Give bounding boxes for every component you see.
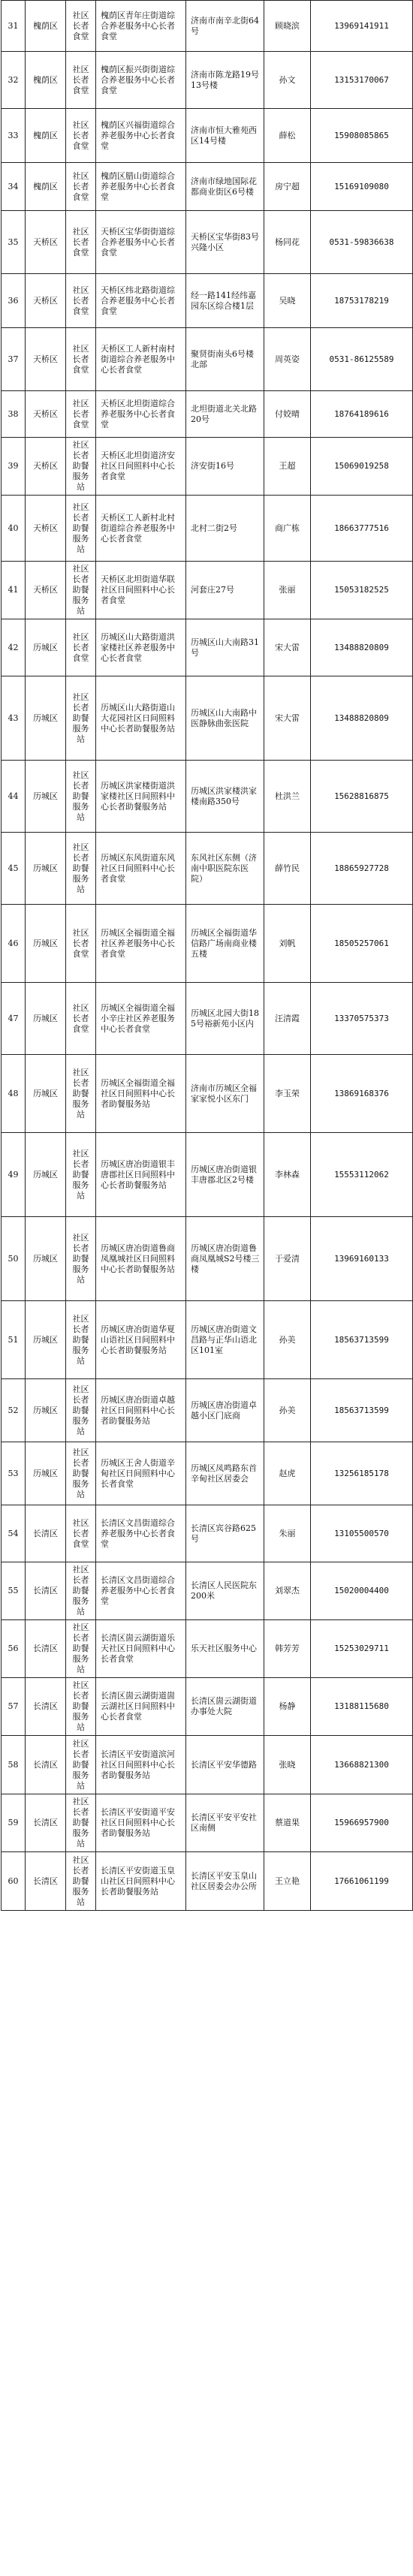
facility-name-cell: 历城区唐冶街道银丰唐郡社区日间照料中心长者助餐服务站 <box>96 1133 186 1217</box>
table-row <box>2 1301 413 1379</box>
district-cell: 长清区 <box>26 1794 66 1852</box>
phone-cell: 13869168376 <box>311 1055 413 1133</box>
table-row <box>2 1505 413 1562</box>
address-cell: 长清区平安华德路 <box>186 1736 264 1794</box>
address-cell: 历城区山大南路中医静脉曲张医院 <box>186 676 264 761</box>
facility-type-cell: 社区长者食堂 <box>66 52 96 109</box>
phone-cell: 13370575373 <box>311 983 413 1055</box>
contact-person-cell: 杨静 <box>264 1678 311 1736</box>
row-number: 44 <box>2 761 26 833</box>
phone-cell: 13256185178 <box>311 1442 413 1505</box>
contact-person-cell: 顾晓滨 <box>264 1 311 52</box>
contact-person-cell: 蔡道果 <box>264 1794 311 1852</box>
address-cell: 河套庄27号 <box>186 562 264 619</box>
facility-name-cell: 长清区文昌街道综合养老服务中心长者食堂 <box>96 1505 186 1562</box>
contact-person-cell: 于爱清 <box>264 1217 311 1301</box>
table-row <box>2 1 413 52</box>
table-row <box>2 496 413 562</box>
contact-person-cell: 吴晓 <box>264 274 311 328</box>
facility-type-cell: 社区长者食堂 <box>66 328 96 391</box>
table-row <box>2 211 413 274</box>
facility-name-cell: 历城区东风街道东风社区日间照料中心长者食堂 <box>96 833 186 905</box>
facility-name-cell: 天桥区工人新村北村街道综合养老服务中心长者食堂 <box>96 496 186 562</box>
phone-cell: 15253029711 <box>311 1620 413 1678</box>
facility-type-cell: 社区长者食堂 <box>66 619 96 676</box>
table-row <box>2 619 413 676</box>
table-row <box>2 1562 413 1620</box>
phone-cell: 15169109080 <box>311 163 413 211</box>
row-number: 36 <box>2 274 26 328</box>
table-row <box>2 1620 413 1678</box>
phone-cell: 15053182525 <box>311 562 413 619</box>
row-number: 39 <box>2 438 26 496</box>
row-number: 46 <box>2 905 26 983</box>
address-cell: 济南市绿地国际花都商业街区6号楼 <box>186 163 264 211</box>
phone-cell: 0531-59836638 <box>311 211 413 274</box>
phone-cell: 13668821300 <box>311 1736 413 1794</box>
address-cell: 历城区全福街道华信路广场南商业楼五楼 <box>186 905 264 983</box>
phone-cell: 15628816875 <box>311 761 413 833</box>
row-number: 54 <box>2 1505 26 1562</box>
facility-name-cell: 长清区文昌街道综合养老服务中心长者食堂 <box>96 1562 186 1620</box>
address-cell: 济安街16号 <box>186 438 264 496</box>
phone-cell: 15553112062 <box>311 1133 413 1217</box>
facility-type-cell: 社区长者助餐服务站 <box>66 1562 96 1620</box>
facility-name-cell: 天桥区北坦街道华联社区日间照料中心长者食堂 <box>96 562 186 619</box>
contact-person-cell: 商广栋 <box>264 496 311 562</box>
table-row <box>2 274 413 328</box>
district-cell: 历城区 <box>26 1217 66 1301</box>
address-cell: 北村二街2号 <box>186 496 264 562</box>
row-number: 51 <box>2 1301 26 1379</box>
row-number: 55 <box>2 1562 26 1620</box>
address-cell: 乐天社区服务中心 <box>186 1620 264 1678</box>
row-number: 52 <box>2 1379 26 1442</box>
facility-type-cell: 社区长者助餐服务站 <box>66 496 96 562</box>
table-row <box>2 1678 413 1736</box>
facility-type-cell: 社区长者助餐服务站 <box>66 1133 96 1217</box>
facility-type-cell: 社区长者助餐服务站 <box>66 438 96 496</box>
contact-person-cell: 杨同花 <box>264 211 311 274</box>
address-cell: 长清区人民医院东200米 <box>186 1562 264 1620</box>
address-cell: 长清区崮云湖街道办事处大院 <box>186 1678 264 1736</box>
address-cell: 历城区唐冶街道文昌路与正华山语北区101室 <box>186 1301 264 1379</box>
contact-person-cell: 汪清霞 <box>264 983 311 1055</box>
row-number: 35 <box>2 211 26 274</box>
phone-cell: 18663777516 <box>311 496 413 562</box>
phone-cell: 15966957900 <box>311 1794 413 1852</box>
table-row <box>2 1794 413 1852</box>
contact-person-cell: 杜洪兰 <box>264 761 311 833</box>
phone-cell: 13488820809 <box>311 619 413 676</box>
facility-name-cell: 长清区平安街道玉皇山社区日间照料中心长者助餐服务站 <box>96 1852 186 1911</box>
table-row <box>2 905 413 983</box>
row-number: 50 <box>2 1217 26 1301</box>
phone-cell: 18865927728 <box>311 833 413 905</box>
district-cell: 历城区 <box>26 905 66 983</box>
contact-person-cell: 刘翠杰 <box>264 1562 311 1620</box>
row-number: 34 <box>2 163 26 211</box>
facility-type-cell: 社区长者助餐服务站 <box>66 1794 96 1852</box>
district-cell: 槐荫区 <box>26 163 66 211</box>
facility-name-cell: 天桥区北坦街道济安社区日间照料中心长者食堂 <box>96 438 186 496</box>
address-cell: 经一路141经纬嘉园东区综合楼1层 <box>186 274 264 328</box>
facility-type-cell: 社区长者助餐服务站 <box>66 1442 96 1505</box>
row-number: 40 <box>2 496 26 562</box>
facility-name-cell: 长清区崮云湖街道乐天社区日间照料中心长者食堂 <box>96 1620 186 1678</box>
district-cell: 长清区 <box>26 1620 66 1678</box>
phone-cell: 18764189616 <box>311 391 413 438</box>
facility-name-cell: 槐荫区兴福街道综合养老服务中心长者食堂 <box>96 109 186 163</box>
facility-name-cell: 槐荫区振兴街街道综合养老服务中心长者食堂 <box>96 52 186 109</box>
contact-person-cell: 李玉荣 <box>264 1055 311 1133</box>
address-cell: 历城区唐冶街道银丰唐郡北区2号楼 <box>186 1133 264 1217</box>
row-number: 37 <box>2 328 26 391</box>
row-number: 42 <box>2 619 26 676</box>
address-cell: 长清区平安玉皇山社区居委会办公所 <box>186 1852 264 1911</box>
contact-person-cell: 薛竹民 <box>264 833 311 905</box>
district-cell: 长清区 <box>26 1678 66 1736</box>
address-cell: 历城区山大南路31号 <box>186 619 264 676</box>
address-cell: 济南市南辛北街64号 <box>186 1 264 52</box>
contact-person-cell: 宋大雷 <box>264 676 311 761</box>
district-cell: 历城区 <box>26 761 66 833</box>
district-cell: 天桥区 <box>26 211 66 274</box>
contact-person-cell: 张晓 <box>264 1736 311 1794</box>
facility-type-cell: 社区长者助餐服务站 <box>66 1055 96 1133</box>
table-row <box>2 391 413 438</box>
phone-cell: 13105500570 <box>311 1505 413 1562</box>
district-cell: 历城区 <box>26 1442 66 1505</box>
facility-type-cell: 社区长者助餐服务站 <box>66 1852 96 1911</box>
facility-type-cell: 社区长者食堂 <box>66 274 96 328</box>
address-cell: 北坦街道北关北路20号 <box>186 391 264 438</box>
facility-name-cell: 长清区崮云湖街道崮云湖社区日间照料中心长者食堂 <box>96 1678 186 1736</box>
table-row <box>2 163 413 211</box>
contact-person-cell: 李林森 <box>264 1133 311 1217</box>
table-row <box>2 109 413 163</box>
facility-name-cell: 槐荫区青年庄街道综合养老服务中心长者食堂 <box>96 1 186 52</box>
table-body <box>2 1 413 1911</box>
facility-type-cell: 社区长者食堂 <box>66 109 96 163</box>
table-row <box>2 983 413 1055</box>
row-number: 58 <box>2 1736 26 1794</box>
address-cell: 济南市历城区全福家家悦小区东门 <box>186 1055 264 1133</box>
contact-person-cell: 张丽 <box>264 562 311 619</box>
address-cell: 历城区唐冶街道卓越小区门底商 <box>186 1379 264 1442</box>
row-number: 48 <box>2 1055 26 1133</box>
facility-type-cell: 社区长者食堂 <box>66 905 96 983</box>
facility-name-cell: 天桥区纬北路街道综合养老服务中心长者食堂 <box>96 274 186 328</box>
row-number: 59 <box>2 1794 26 1852</box>
address-cell: 聚贤街南头6号楼北部 <box>186 328 264 391</box>
row-number: 53 <box>2 1442 26 1505</box>
address-cell: 长清区平安平安社区南侧 <box>186 1794 264 1852</box>
table-row <box>2 1379 413 1442</box>
table-row <box>2 1217 413 1301</box>
row-number: 57 <box>2 1678 26 1736</box>
phone-cell: 0531-86125589 <box>311 328 413 391</box>
contact-person-cell: 赵虎 <box>264 1442 311 1505</box>
address-cell: 长清区宾谷路625号 <box>186 1505 264 1562</box>
table-row <box>2 1442 413 1505</box>
district-cell: 历城区 <box>26 1055 66 1133</box>
district-cell: 天桥区 <box>26 328 66 391</box>
table-row <box>2 1133 413 1217</box>
table-row <box>2 761 413 833</box>
facility-type-cell: 社区长者食堂 <box>66 163 96 211</box>
district-cell: 槐荫区 <box>26 1 66 52</box>
district-cell: 天桥区 <box>26 274 66 328</box>
facility-type-cell: 社区长者助餐服务站 <box>66 761 96 833</box>
address-cell: 济南市陈龙路19号13号楼 <box>186 52 264 109</box>
facility-type-cell: 社区长者助餐服务站 <box>66 1678 96 1736</box>
facility-name-cell: 长清区平安街道滨河社区日间照料中心长者助餐服务站 <box>96 1736 186 1794</box>
district-cell: 天桥区 <box>26 496 66 562</box>
facility-name-cell: 历城区全福街道全福社区日间照料中心长者助餐服务站 <box>96 1055 186 1133</box>
table-row <box>2 676 413 761</box>
phone-cell: 13188115680 <box>311 1678 413 1736</box>
facility-name-cell: 天桥区宝华街街道综合养老服务中心长者食堂 <box>96 211 186 274</box>
contact-person-cell: 周英姿 <box>264 328 311 391</box>
phone-cell: 18505257061 <box>311 905 413 983</box>
row-number: 45 <box>2 833 26 905</box>
district-cell: 长清区 <box>26 1852 66 1911</box>
facility-name-cell: 历城区全福街道全福社区养老服务中心长者食堂 <box>96 905 186 983</box>
elderly-canteen-table <box>1 0 413 1911</box>
facility-type-cell: 社区长者食堂 <box>66 1 96 52</box>
table-row <box>2 438 413 496</box>
address-cell: 济南市恒大雅苑西区14号楼 <box>186 109 264 163</box>
facility-name-cell: 长清区平安街道平安社区日间照料中心长者助餐服务站 <box>96 1794 186 1852</box>
phone-cell: 15069019258 <box>311 438 413 496</box>
facility-name-cell: 历城区全福街道全福小辛庄社区养老服务中心长者食堂 <box>96 983 186 1055</box>
address-cell: 历城区凤鸣路东首辛甸社区居委会 <box>186 1442 264 1505</box>
phone-cell: 15020004400 <box>311 1562 413 1620</box>
address-cell: 历城区唐冶街道鲁商凤凰城S2号楼三楼 <box>186 1217 264 1301</box>
row-number: 31 <box>2 1 26 52</box>
district-cell: 历城区 <box>26 983 66 1055</box>
table-row <box>2 833 413 905</box>
facility-name-cell: 历城区唐冶街道鲁商凤凰城社区日间照料中心长者助餐服务站 <box>96 1217 186 1301</box>
facility-name-cell: 历城区王舍人街道辛甸社区日间照料中心长者食堂 <box>96 1442 186 1505</box>
table-row <box>2 1055 413 1133</box>
row-number: 43 <box>2 676 26 761</box>
contact-person-cell: 刘帆 <box>264 905 311 983</box>
contact-person-cell: 房宁超 <box>264 163 311 211</box>
district-cell: 历城区 <box>26 833 66 905</box>
contact-person-cell: 孙美 <box>264 1301 311 1379</box>
row-number: 49 <box>2 1133 26 1217</box>
row-number: 41 <box>2 562 26 619</box>
district-cell: 历城区 <box>26 1301 66 1379</box>
row-number: 33 <box>2 109 26 163</box>
facility-type-cell: 社区长者食堂 <box>66 983 96 1055</box>
contact-person-cell: 宋大雷 <box>264 619 311 676</box>
district-cell: 槐荫区 <box>26 52 66 109</box>
phone-cell: 13153170067 <box>311 52 413 109</box>
district-cell: 长清区 <box>26 1562 66 1620</box>
row-number: 32 <box>2 52 26 109</box>
phone-cell: 13488820809 <box>311 676 413 761</box>
address-cell: 天桥区宝华街83号兴隆小区 <box>186 211 264 274</box>
district-cell: 天桥区 <box>26 438 66 496</box>
facility-name-cell: 历城区唐冶街道华夏山语社区日间照料中心长者助餐服务站 <box>96 1301 186 1379</box>
facility-name-cell: 历城区洪家楼街道洪家楼社区日间照料中心长者助餐服务站 <box>96 761 186 833</box>
contact-person-cell: 王立艳 <box>264 1852 311 1911</box>
contact-person-cell: 孙文 <box>264 52 311 109</box>
facility-name-cell: 历城区唐冶街道卓越社区日间照料中心长者助餐服务站 <box>96 1379 186 1442</box>
contact-person-cell: 孙美 <box>264 1379 311 1442</box>
table-row <box>2 1852 413 1911</box>
address-cell: 东风社区东侧（济南中职医院东医院） <box>186 833 264 905</box>
facility-name-cell: 天桥区工人新村南村街道综合养老服务中心长者食堂 <box>96 328 186 391</box>
facility-type-cell: 社区长者助餐服务站 <box>66 562 96 619</box>
facility-type-cell: 社区长者食堂 <box>66 211 96 274</box>
row-number: 60 <box>2 1852 26 1911</box>
district-cell: 长清区 <box>26 1736 66 1794</box>
facility-name-cell: 历城区山大路街道山大花园社区日间照料中心长者助餐服务站 <box>96 676 186 761</box>
address-cell: 历城区洪家楼洪家楼南路350号 <box>186 761 264 833</box>
district-cell: 长清区 <box>26 1505 66 1562</box>
facility-name-cell: 历城区山大路街道洪家楼社区养老服务中心长者食堂 <box>96 619 186 676</box>
contact-person-cell: 付姣晴 <box>264 391 311 438</box>
table-row <box>2 52 413 109</box>
phone-cell: 17661061199 <box>311 1852 413 1911</box>
contact-person-cell: 薛松 <box>264 109 311 163</box>
contact-person-cell: 朱丽 <box>264 1505 311 1562</box>
facility-type-cell: 社区长者助餐服务站 <box>66 1301 96 1379</box>
phone-cell: 15908085865 <box>311 109 413 163</box>
facility-type-cell: 社区长者食堂 <box>66 1505 96 1562</box>
district-cell: 槐荫区 <box>26 109 66 163</box>
district-cell: 天桥区 <box>26 562 66 619</box>
contact-person-cell: 韩芳芳 <box>264 1620 311 1678</box>
phone-cell: 18753178219 <box>311 274 413 328</box>
district-cell: 历城区 <box>26 1379 66 1442</box>
address-cell: 历城区北园大街185号裕新苑小区内 <box>186 983 264 1055</box>
facility-type-cell: 社区长者助餐服务站 <box>66 1217 96 1301</box>
row-number: 47 <box>2 983 26 1055</box>
facility-type-cell: 社区长者助餐服务站 <box>66 1620 96 1678</box>
district-cell: 天桥区 <box>26 391 66 438</box>
phone-cell: 18563713599 <box>311 1379 413 1442</box>
row-number: 56 <box>2 1620 26 1678</box>
table-row <box>2 1736 413 1794</box>
district-cell: 历城区 <box>26 1133 66 1217</box>
phone-cell: 18563713599 <box>311 1301 413 1379</box>
facility-name-cell: 天桥区北坦街道综合养老服务中心长者食堂 <box>96 391 186 438</box>
district-cell: 历城区 <box>26 619 66 676</box>
district-cell: 历城区 <box>26 676 66 761</box>
facility-type-cell: 社区长者助餐服务站 <box>66 1379 96 1442</box>
facility-type-cell: 社区长者助餐服务站 <box>66 1736 96 1794</box>
contact-person-cell: 王超 <box>264 438 311 496</box>
facility-type-cell: 社区长者食堂 <box>66 391 96 438</box>
facility-type-cell: 社区长者助餐服务站 <box>66 833 96 905</box>
facility-name-cell: 槐荫区腊山街道综合养老服务中心长者食堂 <box>96 163 186 211</box>
phone-cell: 13969141911 <box>311 1 413 52</box>
facility-type-cell: 社区长者助餐服务站 <box>66 676 96 761</box>
table-row <box>2 328 413 391</box>
table-row <box>2 562 413 619</box>
phone-cell: 13969160133 <box>311 1217 413 1301</box>
row-number: 38 <box>2 391 26 438</box>
